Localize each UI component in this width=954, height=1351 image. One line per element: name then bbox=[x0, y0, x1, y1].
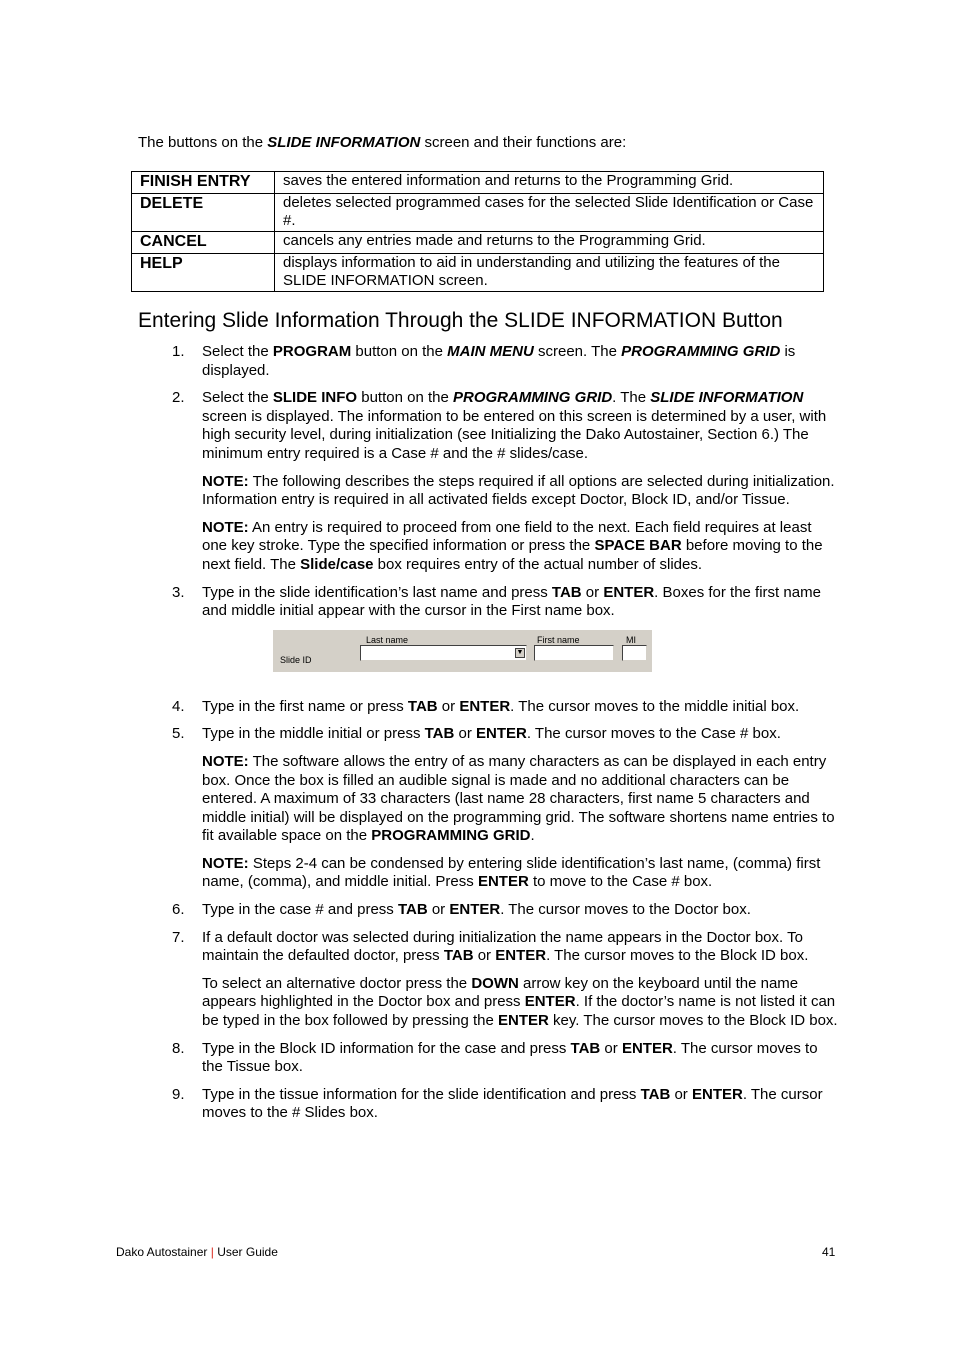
step-8: 8. Type in the Block ID information for the case and press TAB or ENTER. The cursor moves to the Tissue box. bbox=[172, 1039, 818, 1076]
step-number: 3. bbox=[172, 583, 185, 601]
slide-id-label: Slide ID bbox=[280, 654, 312, 665]
table-row bbox=[132, 254, 824, 292]
button-name-cell: CANCEL bbox=[132, 232, 275, 254]
intro-paragraph bbox=[138, 133, 626, 152]
button-desc-cell: deletes selected programmed cases for the selected Slide Identification or Case #. bbox=[275, 194, 824, 232]
table-row bbox=[132, 232, 824, 254]
footer-left bbox=[116, 1245, 278, 1260]
middle-initial-field[interactable] bbox=[622, 645, 647, 661]
step-number: 8. bbox=[172, 1039, 185, 1057]
step-number: 9. bbox=[172, 1085, 185, 1103]
section-heading: Entering Slide Information Through the SLIDE INFORMATION Button bbox=[138, 309, 783, 332]
last-name-combobox[interactable] bbox=[360, 645, 527, 661]
button-name-cell: HELP bbox=[132, 254, 275, 292]
intro-text-end: screen and their functions are: bbox=[420, 134, 627, 151]
step-number: 5. bbox=[172, 725, 185, 743]
slide-id-screenshot bbox=[273, 630, 652, 672]
footer-separator: | bbox=[210, 1245, 214, 1259]
step-number: 7. bbox=[172, 928, 185, 946]
steps-list bbox=[172, 343, 840, 1132]
step-3: 3. Type in the slide identification’s last name and press TAB or ENTER. Boxes for the first name and middle initial appear with the cursor in the First name box. bbox=[172, 583, 821, 620]
chevron-down-icon[interactable]: ▼ bbox=[516, 648, 524, 656]
step-number: 2. bbox=[172, 389, 185, 407]
step-4: 4. Type in the first name or press TAB or ENTER. The cursor moves to the middle initial box. bbox=[172, 697, 800, 715]
step-5: 5. Type in the middle initial or press TAB or ENTER. The cursor moves to the Case # box. NOTE: The software allows the entry of as many characters as can be displayed in each entry box. Once the box is filled an audible signal is made and no additional characters can be entered. A maximum of 33 characters (last name 28 characters, first name 5 characters and middle initial) will be displayed on the programming grid. The software shortens name entries to fit available space on the PROGRAMMING GRID. NOTE: Steps 2-4 can be condensed by entering slide identification’s last name, (comma) first name, (comma), and middle initial. Press ENTER to move to the Case # box. bbox=[172, 725, 840, 892]
mi-label: MI bbox=[626, 634, 636, 645]
button-name-cell: FINISH ENTRY bbox=[132, 172, 275, 194]
table-row bbox=[132, 194, 824, 232]
intro-screen-name: SLIDE INFORMATION bbox=[267, 134, 421, 151]
intro-text: The buttons on the bbox=[138, 134, 268, 151]
first-name-field[interactable] bbox=[534, 645, 614, 661]
footer-brand: Dako Autostainer bbox=[116, 1245, 208, 1259]
button-desc-cell: saves the entered information and returns to the Programming Grid. bbox=[275, 172, 824, 194]
note-paragraph: NOTE: The software allows the entry of as many characters as can be displayed in each entry box. Once the box is filled an audible signal is made and no additional characters can be entered. A maximum of 33 characters (last name 28 characters, first name 5 characters and middle initial) will be displayed on the programming grid. The software shortens name entries to fit available space on the PROGRAMMING GRID. bbox=[202, 752, 835, 845]
note-paragraph: NOTE: An entry is required to proceed from one field to the next. Each field requires at least one key stroke. Type the specified information or press the SPACE BAR before moving to the next field. The Slide/case box requires entry of the actual number of slides. bbox=[202, 518, 823, 573]
step-7: 7. If a default doctor was selected during initialization the name appears in the Doctor box. To maintain the defaulted doctor, press TAB or ENTER. The cursor moves to the Block ID box. To select an alternative doctor press the DOWN arrow key on the keyboard until the name appears highlighted in the Doctor box and press ENTER. If the doctor’s name is not listed it can be typed in the box followed by pressing the ENTER key. The cursor moves to the Block ID box. bbox=[172, 929, 840, 1031]
button-desc-cell: cancels any entries made and returns to the Programming Grid. bbox=[275, 232, 824, 254]
step-9: 9. Type in the tissue information for the slide identification and press TAB or ENTER. The cursor moves to the # Slides box. bbox=[172, 1085, 823, 1122]
button-desc-cell: displays information to aid in understanding and utilizing the features of the SLIDE INFORMATION screen. bbox=[275, 254, 824, 292]
table-row bbox=[132, 172, 824, 194]
page-number: 41 bbox=[822, 1245, 836, 1259]
step-number: 6. bbox=[172, 901, 185, 919]
step-number: 4. bbox=[172, 697, 185, 715]
first-name-label: First name bbox=[537, 634, 580, 645]
note-paragraph: NOTE: Steps 2-4 can be condensed by entering slide identification’s last name, (comma) first name, (comma), and middle initial. Press ENTER to move to the Case # box. bbox=[202, 854, 821, 891]
step-number: 1. bbox=[172, 343, 185, 360]
button-name-cell: DELETE bbox=[132, 194, 275, 232]
footer-guide: User Guide bbox=[213, 1245, 278, 1259]
last-name-label: Last name bbox=[366, 634, 409, 645]
buttons-table bbox=[131, 171, 824, 292]
step-6: 6. Type in the case # and press TAB or ENTER. The cursor moves to the Doctor box. bbox=[172, 901, 751, 919]
note-paragraph: NOTE: The following describes the steps required if all options are selected during initialization. Information entry is required in all activated fields except Doctor, Block ID, and/or Tissue. bbox=[202, 472, 835, 509]
step-7-continued: To select an alternative doctor press the DOWN arrow key on the keyboard until the name appears highlighted in the Doctor box and press ENTER. If the doctor’s name is not listed it can be typed in the box followed by pressing the ENTER key. The cursor moves to the Block ID box. bbox=[202, 974, 838, 1030]
step-1: 1. Select the PROGRAM button on the MAIN MENU screen. The PROGRAMMING GRID is displayed. bbox=[172, 343, 796, 379]
step-2: 2. Select the SLIDE INFO button on the PROGRAMMING GRID. The SLIDE INFORMATION screen is displayed. The information to be entered on this screen is determined by a user, with high security level, during initialization (see Initializing the Dako Autostainer, Section 6.) The minimum entry required is a Case # and the # slides/case. NOTE: The following describes the steps required if all options are selected during initialization. Information entry is required in all activated fields except Doctor, Block ID, and/or Tissue. NOTE: An entry is required to proceed from one field to the next. Each field requires at least one key stroke. Type the specified information or press the SPACE BAR before moving to the next field. The Slide/case box requires entry of the actual number of slides. bbox=[172, 389, 840, 574]
